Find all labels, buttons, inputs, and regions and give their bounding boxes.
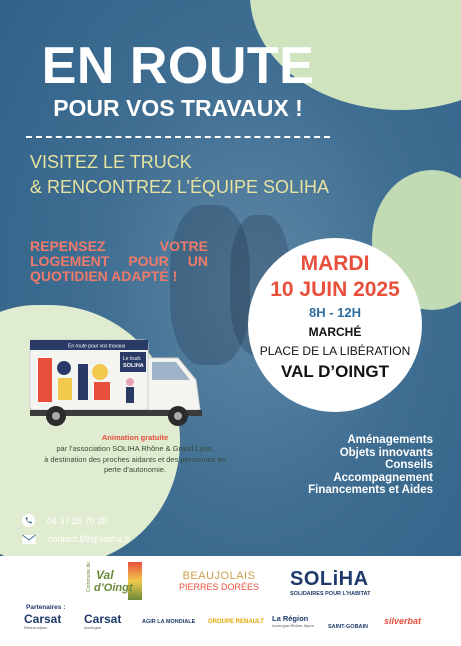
partner-saint-gobain: SAINT-GOBAIN [328, 624, 369, 630]
soliha-logo [290, 568, 400, 597]
beaujolais-logo [174, 570, 264, 592]
truck-banner: En route pour vos travaux [68, 343, 126, 350]
soliha-name: SOLiHA [290, 568, 369, 590]
partner-region-line-2: Auvergne-Rhône-Alpes [272, 623, 314, 628]
animation-line-3: perte d’autonomie. [103, 465, 167, 474]
event-hours: 8H - 12H [308, 305, 362, 320]
animation-label: Animation gratuite [101, 433, 169, 442]
service-item: Aménagements [347, 434, 433, 446]
beaujolais-line-1: BEAUJOLAIS [182, 570, 256, 582]
commune-name-line-2: d’Oingt [94, 582, 133, 594]
service-item: Accompagnement [333, 471, 433, 484]
headline-subtitle: POUR VOS TRAVAUX ! [53, 95, 303, 121]
contact-email [22, 533, 130, 545]
partner-carsat-1-region: Rhône-Alpes [24, 625, 48, 630]
email-link[interactable]: contact.69@soliha.fr [48, 534, 131, 544]
contact-phone [22, 514, 107, 527]
animation-line-2: à destination des proches aidants et des personnes en [44, 454, 226, 464]
partner-region-line-1: La Région [272, 614, 309, 623]
event-venue: MARCHÉ [308, 325, 362, 339]
service-item: Financements et Aides [308, 484, 433, 496]
truck-brand-line-1: Le truck [123, 356, 141, 362]
event-city: VAL D’OINGT [281, 362, 389, 381]
partners-label: Partenaires : [26, 604, 66, 611]
animation-description [30, 444, 240, 476]
partner-renault: GROUPE RENAULT [208, 619, 264, 625]
dashed-divider [26, 136, 330, 138]
service-item: Conseils [385, 459, 433, 471]
service-item: Objets innovants [339, 446, 433, 459]
animation-line-1: par l’association SOLIHA Rhône & Grand Lyon, [56, 444, 214, 453]
truck-illustration [28, 336, 204, 430]
tagline: REPENSEZ VOTRE LOGEMENT POUR UN QUOTIDIEN ADAPTÉ ! [30, 238, 208, 284]
event-place: PLACE DE LA LIBÉRATION [259, 344, 411, 358]
footer [0, 556, 461, 646]
mail-icon [22, 534, 36, 545]
phone-link[interactable]: 04 37 28 70 20 [47, 515, 108, 526]
soliha-tagline: SOLIDAIRES POUR L’HABITAT [290, 591, 371, 597]
partner-carsat-rhone-alpes [24, 613, 61, 630]
beaujolais-line-2: PIERRES DORÉES [178, 582, 260, 592]
event-date: 10 JUIN 2025 [270, 278, 400, 301]
visit-line-1: VISITEZ LE TRUCK [30, 152, 192, 172]
partner-carsat-1-name: Carsat [24, 612, 62, 626]
phone-icon [22, 514, 35, 527]
visit-line-2: & RENCONTREZ L’ÉQUIPE SOLIHA [30, 177, 330, 197]
commune-label: Commune de [86, 561, 92, 592]
partner-carsat-auvergne [84, 613, 121, 630]
services-list [223, 434, 433, 497]
truck-brand-line-2: SOLIHA [123, 363, 144, 369]
partner-agirc: AGIR LA MONDIALE [142, 619, 196, 625]
partner-region [272, 614, 314, 628]
partner-silverbat: silverbat [384, 616, 422, 626]
commune-logo [86, 562, 146, 604]
event-date-circle [248, 238, 422, 412]
commune-logo-stripes [128, 562, 142, 600]
partner-carsat-2-name: Carsat [84, 612, 122, 626]
partner-carsat-2-region: Auvergne [84, 625, 102, 630]
commune-name-line-1: Val [96, 568, 114, 582]
event-day: MARDI [300, 252, 370, 275]
headline-title: EN ROUTE [41, 37, 315, 95]
